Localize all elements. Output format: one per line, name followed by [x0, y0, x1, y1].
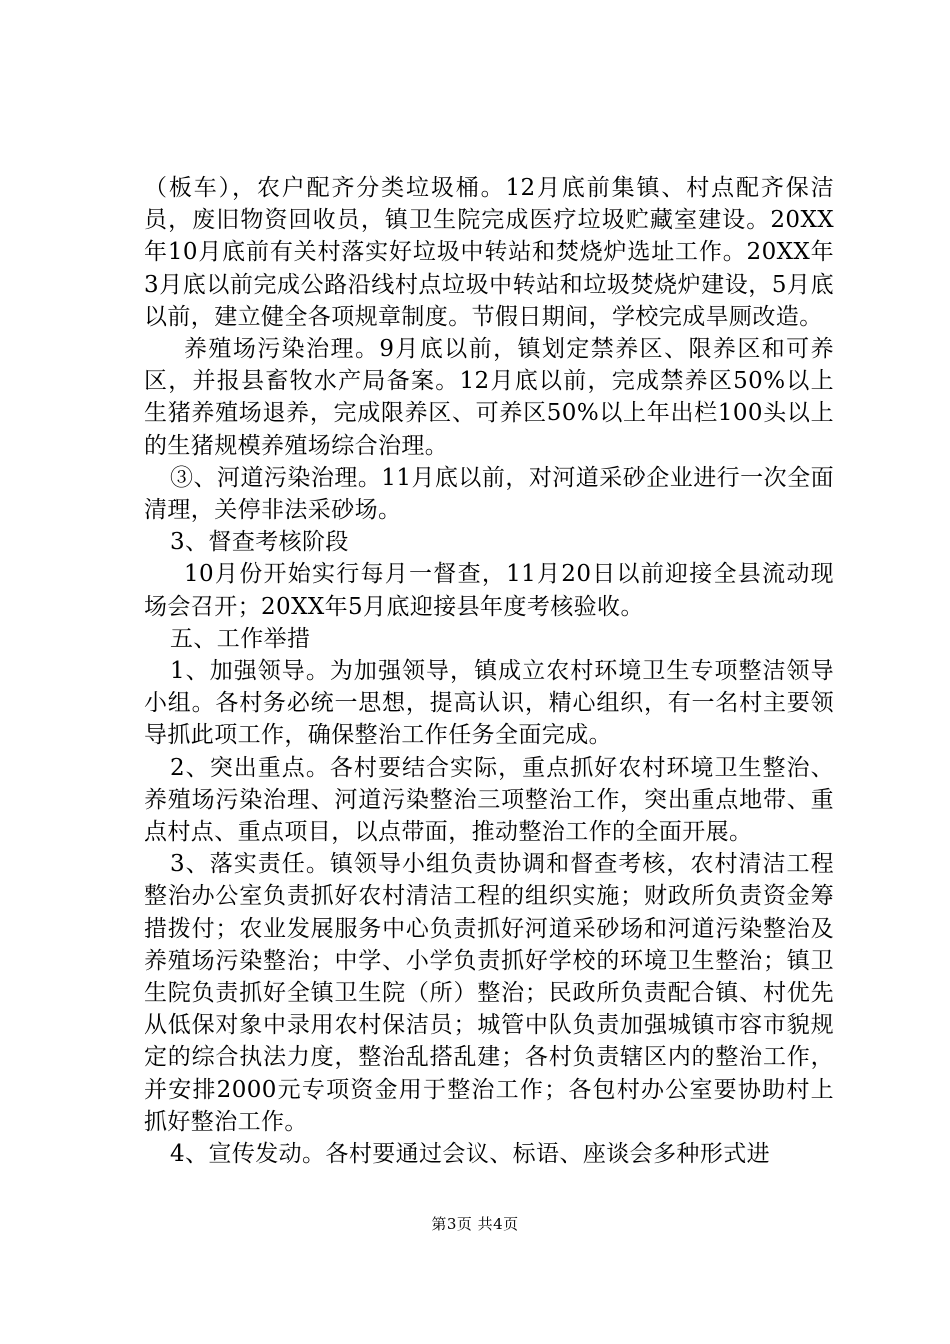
- paragraph-garbage-facilities: （板车），农户配齐分类垃圾桶。12月底前集镇、村点配齐保洁员，废旧物资回收员，镇卫生院完成医疗垃圾贮藏室建设。20XX年10月底前有关村落实好垃圾中转站和焚烧炉选址工作。20XX年3月底以前完成公路沿线村点垃圾中转站和垃圾焚烧炉建设，5月底以前，建立健全各项规章制度。节假日期间，学校完成旱厕改造。: [144, 175, 834, 330]
- paragraph-leadership: 1、加强领导。为加强领导，镇成立农村环境卫生专项整洁领导小组。各村务必统一思想，提高认识，精心组织，有一名村主要领导抓此项工作，确保整治工作任务全面完成。: [144, 658, 834, 749]
- paragraph-responsibility: 3、落实责任。镇领导小组负责协调和督查考核，农村清洁工程整治办公室负责抓好农村清洁工程的组织实施；财政所负责资金筹措拨付；农业发展服务中心负责抓好河道采砂场和河道污染整治及养殖场污染整治；中学、小学负责抓好学校的环境卫生整治；镇卫生院负责抓好全镇卫生院（所）整治；民政所负责配合镇、村优先从低保对象中录用农村保洁员；城管中队负责加强城镇市容市貌规定的综合执法力度，整治乱搭乱建；各村负责辖区内的整治工作，并安排2000元专项资金用于整治工作；各包村办公室要协助村上抓好整治工作。: [144, 851, 834, 1135]
- paragraph-publicity: 4、宣传发动。各村要通过会议、标语、座谈会多种形式进: [170, 1141, 771, 1168]
- heading-inspection-stage: 3、督查考核阶段: [170, 529, 349, 556]
- page-number-footer: 第3页 共4页: [431, 1215, 519, 1233]
- document-body: [144, 172, 834, 1170]
- paragraph-key-points: 2、突出重点。各村要结合实际，重点抓好农村环境卫生整治、养殖场污染治理、河道污染整治三项整治工作，突出重点地带、重点村点、重点项目，以点带面，推动整治工作的全面开展。: [144, 754, 834, 846]
- paragraph-livestock-pollution: 养殖场污染治理。9月底以前，镇划定禁养区、限养区和可养区，并报县畜牧水产局备案。12月底以前，完成禁养区50%以上生猪养殖场退养，完成限养区、可养区50%以上年出栏100头以上的生猪规模养殖场综合治理。: [144, 336, 834, 459]
- heading-work-measures: 五、工作举措: [170, 625, 311, 652]
- paragraph-inspection-schedule: 10月份开始实行每月一督查，11月20日以前迎接全县流动现场会召开；20XX年5月底迎接县年度考核验收。: [144, 561, 834, 620]
- paragraph-river-pollution: ③、河道污染治理。11月底以前，对河道采砂企业进行一次全面清理，关停非法采砂场。: [144, 464, 834, 524]
